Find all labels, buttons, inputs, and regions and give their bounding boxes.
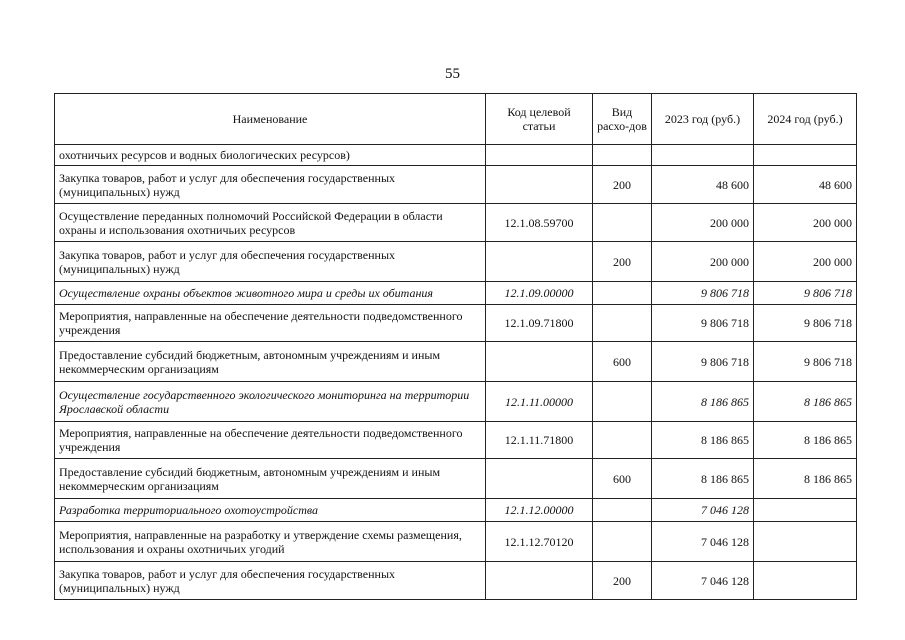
cell-2023: 8 186 865 — [652, 382, 754, 422]
cell-2023: 200 000 — [652, 242, 754, 282]
cell-name: Осуществление охраны объектов животного мира и среды их обитания — [55, 282, 486, 305]
header-code: Код целевой статьи — [486, 94, 593, 145]
cell-name: Осуществление государственного экологического мониторинга на территории Ярославской области — [55, 382, 486, 422]
cell-type — [593, 522, 652, 562]
cell-type — [593, 499, 652, 522]
cell-name: Закупка товаров, работ и услуг для обеспечения государственных (муниципальных) нужд — [55, 242, 486, 282]
cell-type — [593, 204, 652, 242]
cell-name: Мероприятия, направленные на обеспечение деятельности подведомственного учреждения — [55, 422, 486, 459]
cell-type: 200 — [593, 242, 652, 282]
table-row — [55, 204, 857, 242]
table-row — [55, 166, 857, 204]
header-2024: 2024 год (руб.) — [754, 94, 857, 145]
cell-name: охотничьих ресурсов и водных биологических ресурсов) — [55, 145, 486, 166]
cell-type — [593, 422, 652, 459]
cell-type: 600 — [593, 459, 652, 499]
cell-2023: 7 046 128 — [652, 562, 754, 600]
cell-code — [486, 342, 593, 382]
budget-table — [54, 93, 857, 600]
cell-name: Мероприятия, направленные на разработку и утверждение схемы размещения, использования и охраны охотничьих угодий — [55, 522, 486, 562]
cell-2024: 200 000 — [754, 242, 857, 282]
cell-code — [486, 145, 593, 166]
cell-2023: 200 000 — [652, 204, 754, 242]
cell-code — [486, 242, 593, 282]
cell-2023: 7 046 128 — [652, 522, 754, 562]
cell-code: 12.1.08.59700 — [486, 204, 593, 242]
cell-2024 — [754, 499, 857, 522]
cell-2024: 8 186 865 — [754, 459, 857, 499]
table-row — [55, 422, 857, 459]
cell-2024: 200 000 — [754, 204, 857, 242]
table-row — [55, 459, 857, 499]
table-row — [55, 562, 857, 600]
cell-2023: 48 600 — [652, 166, 754, 204]
table-row — [55, 499, 857, 522]
cell-name: Разработка территориального охотоустройства — [55, 499, 486, 522]
cell-type: 200 — [593, 562, 652, 600]
cell-code: 12.1.12.70120 — [486, 522, 593, 562]
cell-2023 — [652, 145, 754, 166]
cell-code — [486, 166, 593, 204]
cell-2023: 9 806 718 — [652, 305, 754, 342]
cell-code: 12.1.09.00000 — [486, 282, 593, 305]
cell-name: Осуществление переданных полномочий Российской Федерации в области охраны и использования охотничьих ресурсов — [55, 204, 486, 242]
cell-code: 12.1.11.71800 — [486, 422, 593, 459]
cell-type — [593, 145, 652, 166]
cell-2023: 8 186 865 — [652, 459, 754, 499]
cell-2024 — [754, 562, 857, 600]
header-2023: 2023 год (руб.) — [652, 94, 754, 145]
page-number: 55 — [445, 66, 460, 82]
cell-2024 — [754, 145, 857, 166]
cell-name: Мероприятия, направленные на обеспечение деятельности подведомственного учреждения — [55, 305, 486, 342]
table-row — [55, 282, 857, 305]
cell-type: 600 — [593, 342, 652, 382]
cell-2024: 8 186 865 — [754, 422, 857, 459]
cell-2024: 9 806 718 — [754, 342, 857, 382]
table-row — [55, 342, 857, 382]
table-row — [55, 522, 857, 562]
cell-2024: 8 186 865 — [754, 382, 857, 422]
cell-2024: 48 600 — [754, 166, 857, 204]
cell-type — [593, 305, 652, 342]
cell-2024: 9 806 718 — [754, 282, 857, 305]
cell-name: Предоставление субсидий бюджетным, автономным учреждениям и иным некоммерческим организациям — [55, 459, 486, 499]
cell-2024: 9 806 718 — [754, 305, 857, 342]
table-row — [55, 382, 857, 422]
cell-code: 12.1.11.00000 — [486, 382, 593, 422]
cell-name: Предоставление субсидий бюджетным, автономным учреждениям и иным некоммерческим организациям — [55, 342, 486, 382]
cell-code — [486, 459, 593, 499]
cell-2024 — [754, 522, 857, 562]
cell-type: 200 — [593, 166, 652, 204]
cell-name: Закупка товаров, работ и услуг для обеспечения государственных (муниципальных) нужд — [55, 562, 486, 600]
table-header-row — [55, 94, 857, 145]
cell-code: 12.1.12.00000 — [486, 499, 593, 522]
cell-2023: 9 806 718 — [652, 342, 754, 382]
cell-code — [486, 562, 593, 600]
cell-name: Закупка товаров, работ и услуг для обеспечения государственных (муниципальных) нужд — [55, 166, 486, 204]
cell-type — [593, 282, 652, 305]
cell-2023: 9 806 718 — [652, 282, 754, 305]
cell-code: 12.1.09.71800 — [486, 305, 593, 342]
header-type: Вид расхо-дов — [593, 94, 652, 145]
table-row — [55, 242, 857, 282]
cell-2023: 8 186 865 — [652, 422, 754, 459]
header-name: Наименование — [55, 94, 486, 145]
table-row — [55, 145, 857, 166]
table-row — [55, 305, 857, 342]
cell-2023: 7 046 128 — [652, 499, 754, 522]
cell-type — [593, 382, 652, 422]
